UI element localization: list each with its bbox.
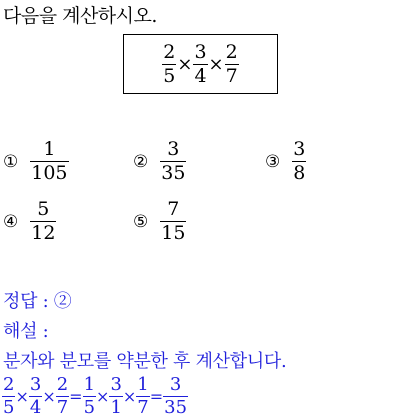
- fraction: [2, 376, 15, 417]
- expression-box: [123, 34, 278, 94]
- choice-1[interactable]: [3, 140, 69, 183]
- times-sign: ×: [15, 387, 29, 406]
- choice-number: ④: [3, 211, 19, 232]
- choice-4[interactable]: [3, 200, 56, 243]
- fraction: [136, 376, 149, 417]
- fraction: [56, 376, 69, 417]
- times-sign: ×: [177, 53, 193, 75]
- denominator: 105: [31, 162, 68, 184]
- result-fraction: [163, 376, 188, 417]
- numerator: 7: [167, 198, 180, 220]
- times-sign: ×: [208, 53, 224, 75]
- fraction: [83, 376, 96, 417]
- denominator: 1: [110, 397, 122, 418]
- times-sign: ×: [96, 387, 110, 406]
- denominator: 35: [164, 397, 188, 418]
- equals-sign: =: [69, 387, 83, 406]
- explanation-label: 해설 :: [3, 321, 49, 342]
- choice-number: ③: [265, 151, 281, 172]
- choice-number: ②: [133, 151, 149, 172]
- denominator: 4: [194, 64, 207, 87]
- denominator: 8: [293, 162, 306, 184]
- denominator: 15: [161, 222, 186, 244]
- numerator: 3: [293, 138, 306, 160]
- numerator: 1: [83, 374, 96, 395]
- denominator: 7: [137, 397, 149, 418]
- choice-fraction: [160, 140, 186, 183]
- denominator: 5: [163, 64, 176, 87]
- choice-fraction: [292, 140, 306, 183]
- answer-line: 정답 : ②: [3, 291, 72, 312]
- denominator: 4: [29, 397, 42, 418]
- denominator: 35: [161, 162, 186, 184]
- equals-sign: =: [149, 387, 164, 406]
- choice-2[interactable]: [133, 140, 186, 183]
- times-sign: ×: [122, 387, 137, 406]
- choice-number: ⑤: [133, 211, 149, 232]
- numerator: 2: [56, 374, 69, 395]
- denominator: 5: [83, 397, 96, 418]
- denominator: 7: [56, 397, 69, 418]
- denominator: 12: [31, 222, 56, 244]
- numerator: 1: [43, 138, 56, 160]
- numerator: 2: [225, 40, 238, 63]
- expression-fraction-3: [225, 40, 239, 87]
- numerator: 1: [137, 374, 149, 395]
- numerator: 3: [167, 138, 180, 160]
- numerator: 3: [194, 40, 207, 63]
- expression-fraction-1: [162, 40, 176, 87]
- denominator: 5: [3, 397, 15, 418]
- explanation-text: 분자와 분모를 약분한 후 계산합니다.: [3, 351, 287, 372]
- expression: [162, 40, 238, 87]
- expression-fraction-2: [193, 40, 207, 87]
- numerator: 5: [37, 198, 50, 220]
- numerator: 3: [110, 374, 122, 395]
- choice-3[interactable]: [265, 140, 306, 183]
- fraction: [29, 376, 42, 417]
- choice-fraction: [30, 200, 56, 243]
- times-sign: ×: [42, 387, 56, 406]
- solution-equation: [2, 375, 188, 417]
- fraction: [109, 376, 122, 417]
- numerator: 2: [163, 40, 176, 63]
- choice-fraction: [160, 200, 186, 243]
- question-text: 다음을 계산하시오.: [3, 5, 157, 27]
- numerator: 3: [29, 374, 42, 395]
- choice-number: ①: [3, 151, 19, 172]
- denominator: 7: [225, 64, 238, 87]
- numerator: 3: [169, 374, 182, 395]
- choice-5[interactable]: [133, 200, 186, 243]
- choice-fraction: [30, 140, 68, 183]
- numerator: 2: [3, 374, 15, 395]
